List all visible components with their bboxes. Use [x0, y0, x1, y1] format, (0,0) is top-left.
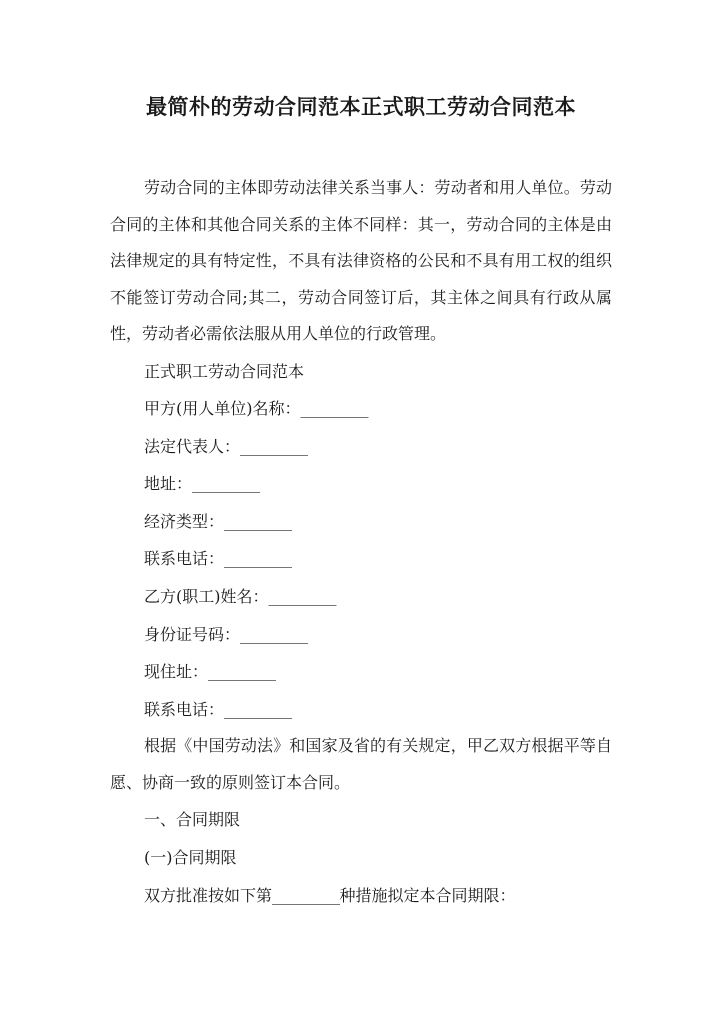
- clause-1-text-after: 种措施拟定本合同期限：: [339, 885, 516, 905]
- party-b-phone-blank: _________: [224, 699, 292, 719]
- clause-1-heading: 一、合同期限: [144, 810, 241, 830]
- clause-1-text-before: 双方批准按如下第: [144, 885, 273, 905]
- party-a-rep-label: 法定代表人：: [144, 436, 241, 456]
- party-a-rep-line: [110, 428, 612, 466]
- intro-paragraph: 劳动合同的主体即劳动法律关系当事人：劳动者和用人单位。劳动合同的主体和其他合同关系的主体不同样：其一，劳动合同的主体是由法律规定的具有特定性，不具有法律资格的公民和不具有用工权的组织不能签订劳动合同;其二，劳动合同签订后，其主体之间具有行政从属性，劳动者必需依法服从用人单位的行政管理。: [110, 178, 612, 343]
- party-b-address-label: 现住址：: [144, 662, 209, 682]
- document-body: [110, 170, 612, 914]
- party-b-address-blank: _________: [208, 662, 276, 682]
- section-heading: 正式职工劳动合同范本: [144, 361, 305, 381]
- party-b-id-label: 身份证号码：: [144, 624, 241, 644]
- party-a-phone-line: [110, 540, 612, 578]
- clause-1-subheading: (一)合同期限: [144, 848, 237, 868]
- basis-paragraph: 根据《中国劳动法》和国家及省的有关规定，甲乙双方根据平等自愿、协商一致的原则签订本合同。: [110, 736, 612, 792]
- party-b-name-label: 乙方(职工)姓名：: [144, 587, 269, 607]
- party-b-phone-line: [110, 691, 612, 729]
- party-a-phone-label: 联系电话：: [144, 549, 225, 569]
- party-a-address-blank: _________: [192, 474, 260, 494]
- party-b-name-blank: _________: [268, 587, 336, 607]
- party-a-name-line: [110, 390, 612, 428]
- party-b-address-line: [110, 653, 612, 691]
- party-a-address-line: [110, 465, 612, 503]
- party-b-id-blank: _________: [240, 624, 308, 644]
- document-title: 最简朴的劳动合同范本正式职工劳动合同范本: [146, 94, 576, 119]
- party-a-econ-type-label: 经济类型：: [144, 511, 225, 531]
- party-a-name-blank: _________: [300, 399, 368, 419]
- party-b-id-line: [110, 616, 612, 654]
- party-b-name-line: [110, 578, 612, 616]
- party-a-name-label: 甲方(用人单位)名称：: [144, 399, 301, 419]
- party-a-rep-blank: _________: [240, 436, 308, 456]
- clause-1-text-line: [110, 877, 612, 915]
- party-a-phone-blank: _________: [224, 549, 292, 569]
- party-a-address-label: 地址：: [144, 474, 193, 494]
- party-a-econ-type-blank: _________: [224, 511, 292, 531]
- party-b-phone-label: 联系电话：: [144, 699, 225, 719]
- party-a-econ-type-line: [110, 503, 612, 541]
- clause-1-blank: _________: [272, 885, 340, 905]
